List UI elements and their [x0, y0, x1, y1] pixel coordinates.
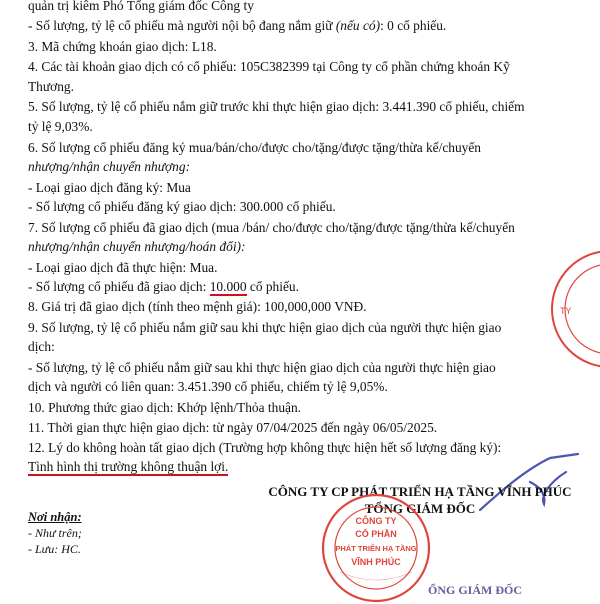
line-15: 8. Giá trị đã giao dịch (tính theo mệnh giá): 100,000,000 VNĐ. — [28, 299, 367, 314]
line-11: 7. Số lượng cổ phiếu đã giao dịch (mua /bán/ cho/được cho/tặng/được tặng/thừa kế/chuyển — [28, 220, 515, 235]
line-5: 5. Số lượng, tỷ lệ cổ phiếu nắm giữ trước khi thực hiện giao dịch: 3.441.390 cổ phiếu, chiếm — [28, 99, 525, 114]
line-3: 4. Các tài khoản giao dịch có cổ phiếu: 105C382399 tại Công ty cổ phần chứng khoán Kỹ — [28, 59, 510, 74]
stamp-partial-right — [548, 244, 600, 374]
line-2: 3. Mã chứng khoán giao dịch: L18. — [28, 39, 217, 54]
line-8: nhượng/nhận chuyển nhượng: — [28, 159, 191, 174]
line-13: - Loại giao dịch đã thực hiện: Mua. — [28, 260, 218, 275]
signer-role: TỔNG GIÁM ĐỐC — [364, 501, 476, 516]
seal-line-2: CỔ PHẦN — [355, 529, 397, 539]
line-19: dịch và người có liên quan: 3.451.390 cổ phiếu, chiếm tỷ lệ 9,05%. — [28, 379, 388, 394]
seal-line-3: PHÁT TRIỂN HẠ TẦNG — [335, 544, 417, 553]
line-21: 11. Thời gian thực hiện giao dịch: từ ngày 07/04/2025 đến ngày 06/05/2025. — [28, 420, 438, 435]
line-12: nhượng/nhận chuyển nhượng/hoán đổi): — [28, 239, 246, 254]
company-seal — [320, 492, 432, 604]
line-17: dịch: — [28, 339, 55, 354]
line-16: 9. Số lượng, tỷ lệ cổ phiếu nắm giữ sau khi thực hiện giao dịch của người thực hiện giao — [28, 320, 502, 335]
recipient-item: - Như trên; — [28, 526, 82, 540]
line-4: Thương. — [28, 79, 74, 94]
seal-line-4: VĨNH PHÚC — [351, 557, 401, 567]
highlight-reason: Tình hình thị trường không thuận lợi. — [28, 459, 229, 474]
line-0: quản trị kiêm Phó Tổng giám đốc Công ty — [28, 0, 254, 13]
line-18: - Số lượng, tỷ lệ cổ phiếu nắm giữ sau khi thực hiện giao dịch của người thực hiện giao — [28, 360, 496, 375]
line-14: - Số lượng cổ phiếu đã giao dịch: 10.000 cổ phiếu. — [28, 279, 299, 294]
line-7: 6. Số lượng cổ phiếu đăng ký mua/bán/cho/được cho/tặng/được tặng/thừa kế/chuyển — [28, 140, 482, 155]
recipient-item: - Lưu: HC. — [28, 542, 81, 556]
highlight-quantity: 10.000 — [209, 279, 247, 294]
seal-line-1: CÔNG TY — [355, 516, 397, 526]
recipients-title: Nơi nhận: — [28, 510, 82, 524]
line-6: tỷ lệ 9,03%. — [28, 119, 93, 134]
stamp-role-text: ỔNG GIÁM ĐỐC — [428, 583, 522, 597]
stamp-partial-letters: TY — [560, 306, 572, 316]
company-name: CÔNG TY CP PHÁT TRIỂN HẠ TẦNG VĨNH PHÚC — [268, 484, 572, 499]
line-9: - Loại giao dịch đăng ký: Mua — [28, 180, 191, 195]
line-10: - Số lượng cổ phiếu đăng ký giao dịch: 300.000 cổ phiếu. — [28, 199, 336, 214]
line-22: 12. Lý do không hoàn tất giao dịch (Trường hợp không thực hiện hết số lượng đăng ký): — [28, 440, 502, 455]
recipients-block — [28, 509, 82, 557]
line-1: - Số lượng, tỷ lệ cổ phiếu mà người nội bộ đang nắm giữ (nếu có): 0 cổ phiếu. — [28, 18, 447, 33]
line-20: 10. Phương thức giao dịch: Khớp lệnh/Thỏa thuận. — [28, 400, 302, 415]
